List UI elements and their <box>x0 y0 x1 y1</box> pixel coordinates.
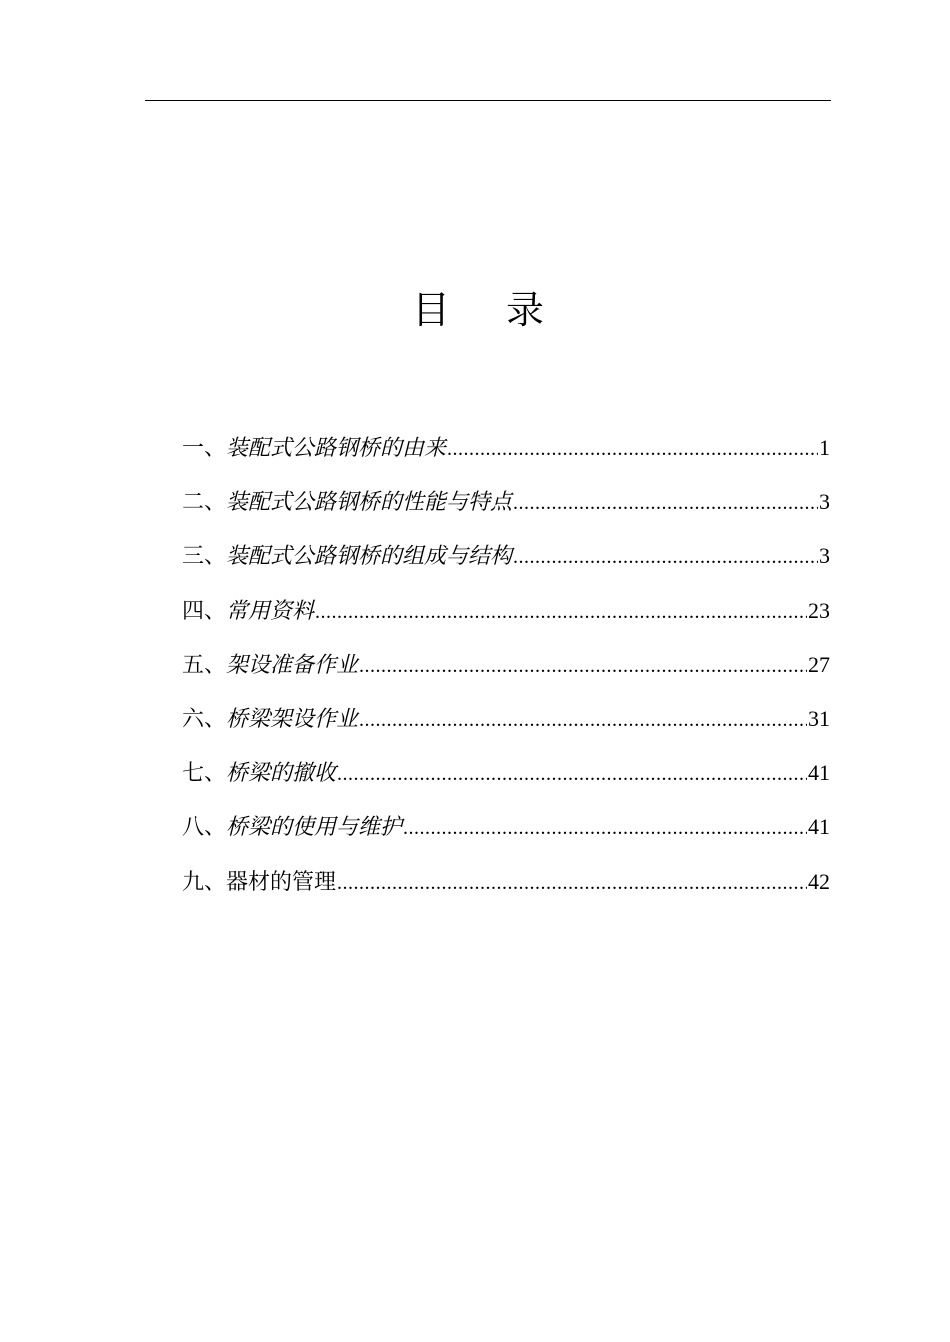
toc-entry[interactable] <box>182 643 830 697</box>
toc-entry[interactable] <box>182 589 830 643</box>
toc-entry-page: 41 <box>808 760 830 786</box>
toc-entry-title: 器材的管理 <box>226 869 337 895</box>
toc-dot-leader <box>513 535 818 579</box>
toc-entry-page: 42 <box>808 868 830 894</box>
toc-dot-leader <box>359 644 807 688</box>
toc-entry-title: 装配式公路钢桥的由来 <box>226 436 447 461</box>
toc-entry-title: 桥梁的撤收 <box>226 761 337 787</box>
toc-dot-leader <box>337 752 807 796</box>
toc-entry[interactable] <box>182 426 830 480</box>
toc-entry-number: 六、 <box>182 706 227 732</box>
toc-entry[interactable] <box>182 751 830 805</box>
toc-entry-title: 常用资料 <box>226 598 315 624</box>
toc-entry-page: 27 <box>808 651 830 677</box>
toc-entry-title: 桥梁架设作业 <box>226 706 359 732</box>
toc-entry-number: 五、 <box>182 652 227 678</box>
toc-dot-leader <box>403 806 807 850</box>
toc-entry-number: 一、 <box>182 436 227 461</box>
toc-entry[interactable] <box>182 805 830 859</box>
toc-entry[interactable] <box>182 697 830 751</box>
toc-list <box>182 426 830 914</box>
toc-entry-page: 31 <box>808 705 830 731</box>
toc-dot-leader <box>513 481 818 525</box>
toc-entry[interactable] <box>182 480 830 534</box>
toc-dot-leader <box>359 698 807 742</box>
toc-dot-leader <box>447 427 818 471</box>
toc-entry-page: 3 <box>819 489 830 515</box>
toc-entry-page: 23 <box>808 597 830 623</box>
toc-dot-leader <box>315 590 807 634</box>
toc-entry[interactable] <box>182 534 830 588</box>
toc-entry-page: 41 <box>808 814 830 840</box>
toc-entry[interactable] <box>182 860 830 914</box>
toc-entry-title: 架设准备作业 <box>226 652 359 678</box>
toc-title: 目 录 <box>411 288 567 332</box>
toc-entry-number: 四、 <box>182 598 227 624</box>
toc-entry-title: 装配式公路钢桥的性能与特点 <box>226 490 513 516</box>
toc-entry-number: 九、 <box>182 869 227 895</box>
toc-entry-number: 七、 <box>182 761 227 787</box>
header-rule <box>145 100 831 101</box>
toc-entry-page: 1 <box>819 435 830 460</box>
toc-entry-number: 三、 <box>182 544 227 570</box>
toc-entry-title: 装配式公路钢桥的组成与结构 <box>226 544 513 570</box>
toc-entry-number: 二、 <box>182 490 227 516</box>
toc-entry-title: 桥梁的使用与维护 <box>226 815 403 841</box>
toc-entry-number: 八、 <box>182 815 227 841</box>
toc-entry-page: 3 <box>819 543 830 569</box>
toc-dot-leader <box>337 861 807 905</box>
